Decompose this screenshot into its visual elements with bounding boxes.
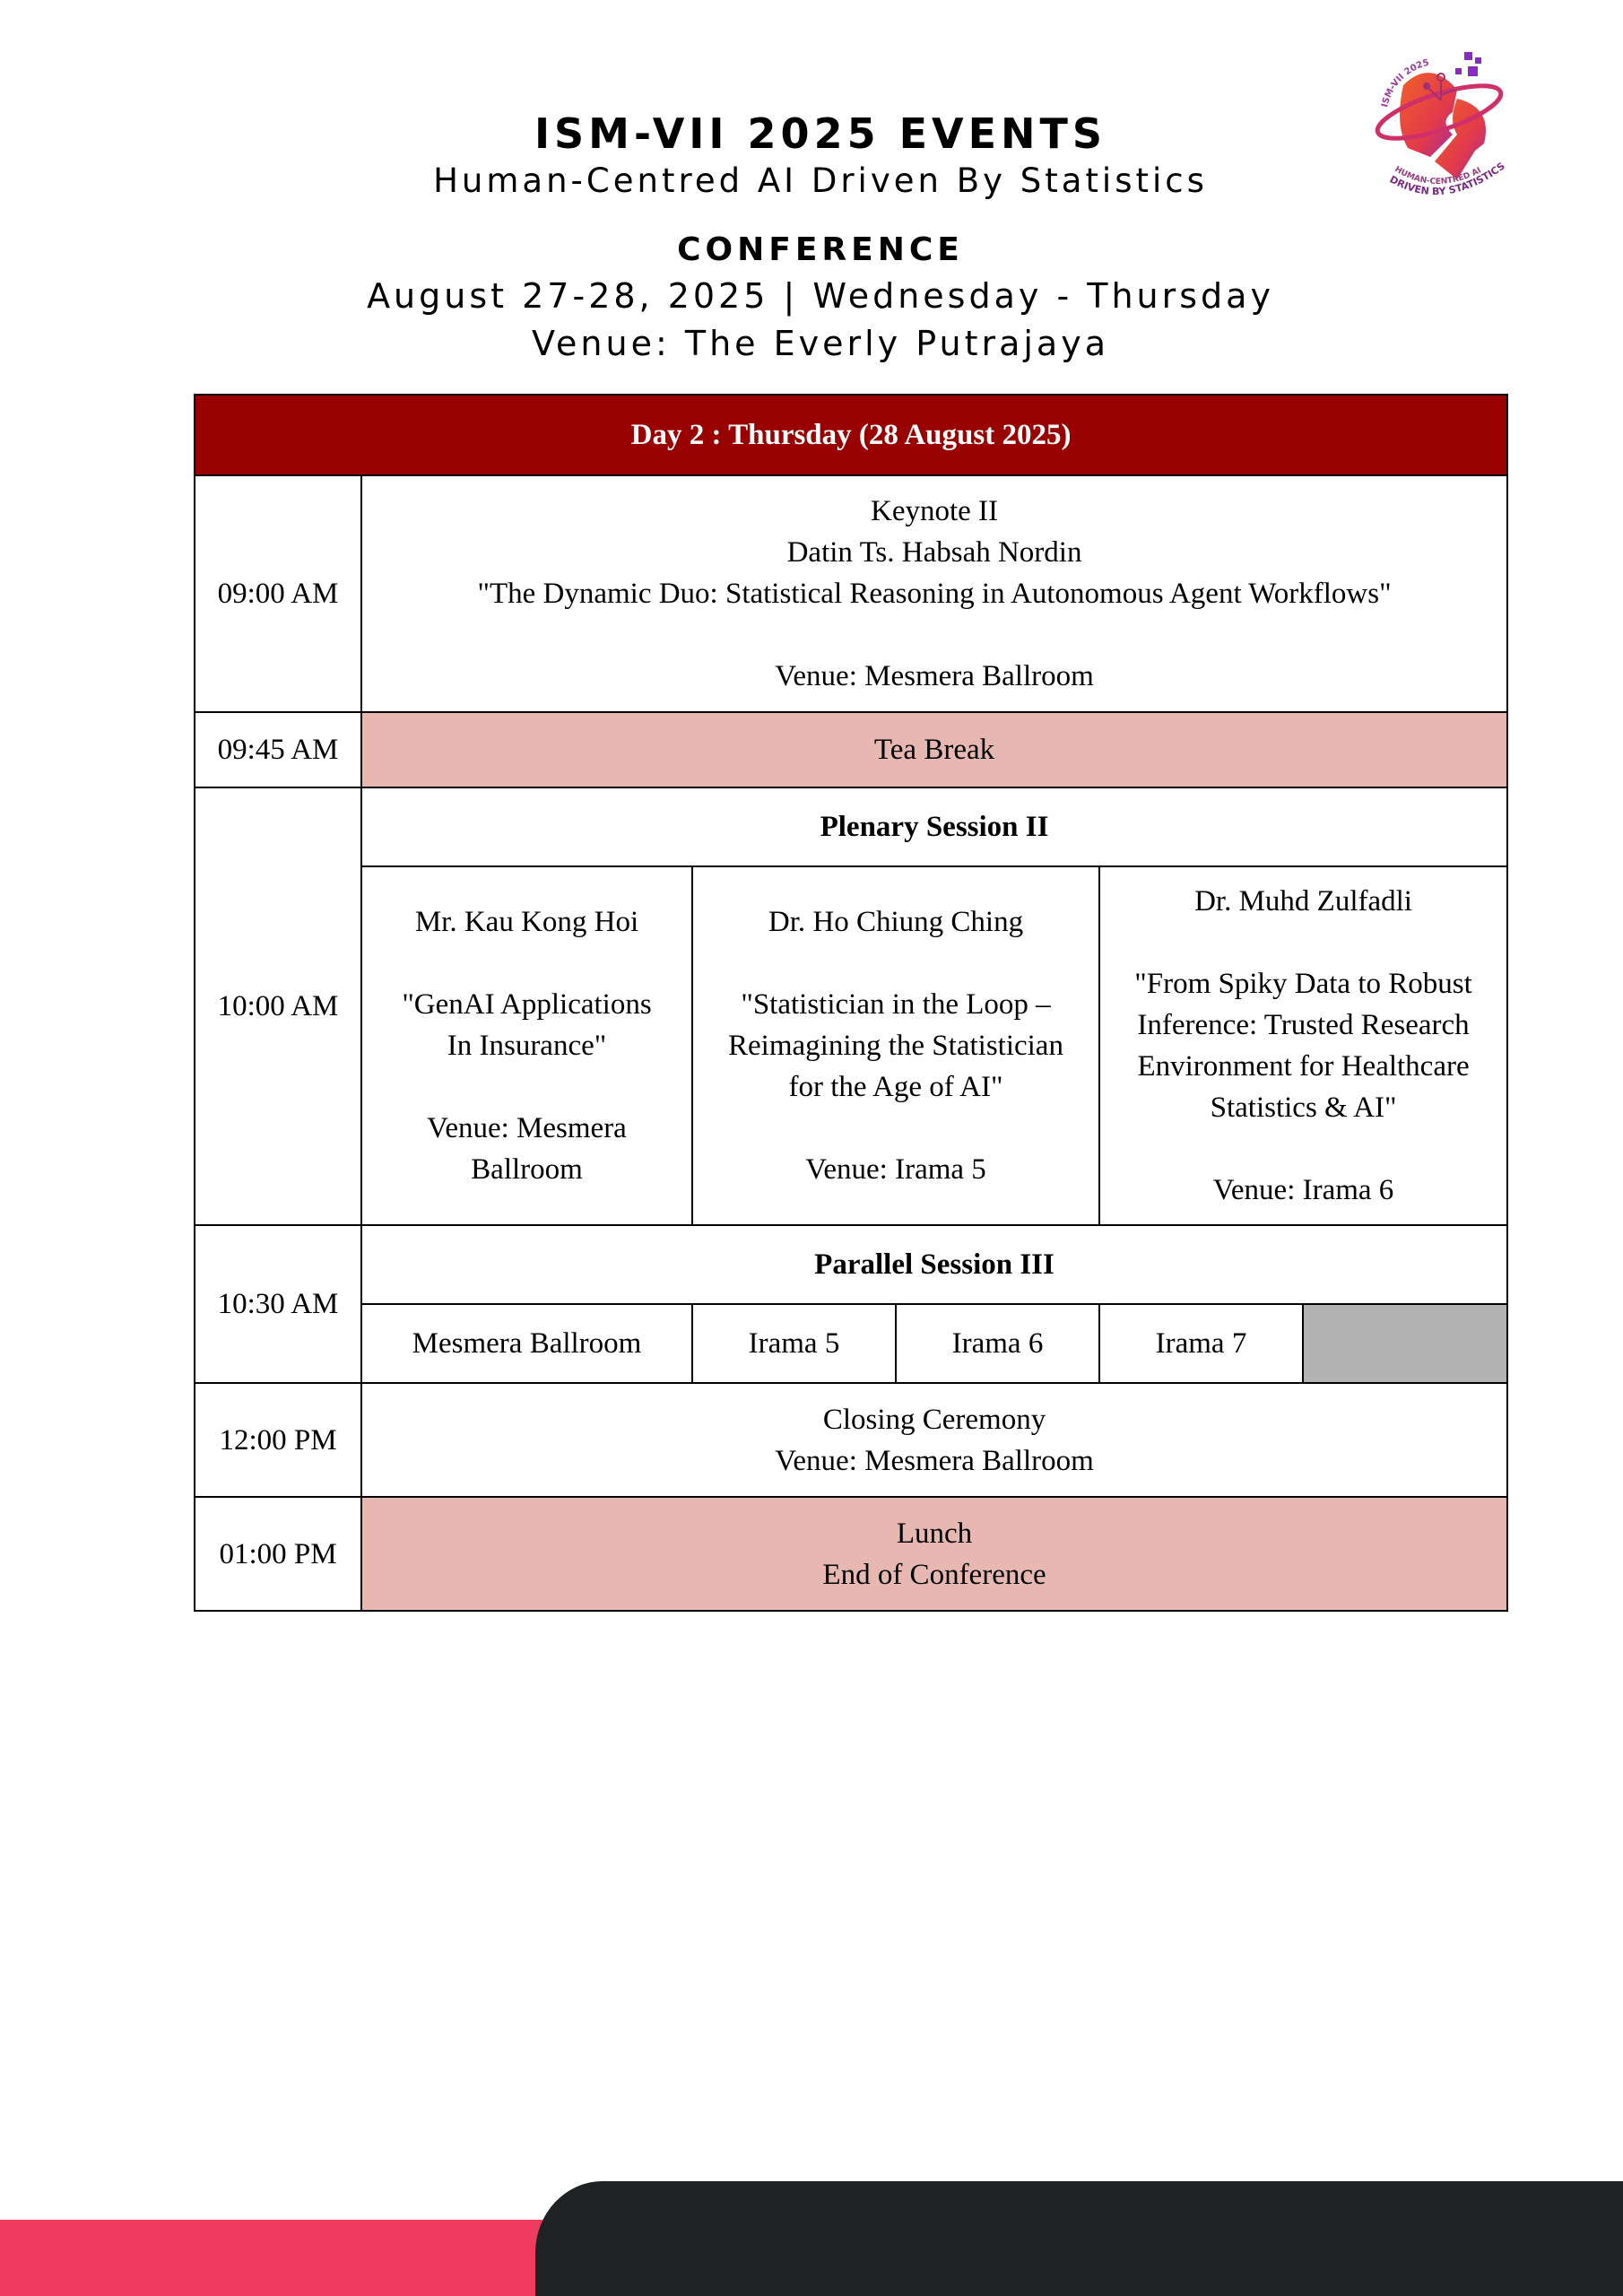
plenary-title: Plenary Session II [361,787,1507,866]
plenary-speaker-2: Dr. Ho Chiung Ching [768,906,1024,938]
parallel-room-empty [1303,1304,1507,1383]
plenary-speaker-3: Dr. Muhd Zulfadli [1194,885,1412,918]
plenary-title-1a: "GenAI Applications [402,988,652,1021]
logo-text-bottom-2: DRIVEN BY STATISTICS [1387,160,1507,198]
plenary-time: 10:00 AM [195,787,361,1225]
lunch-row [195,1497,1507,1611]
parallel-rooms-row [195,1304,1507,1383]
keynote-talk: "The Dynamic Duo: Statistical Reasoning in Autonomous Agent Workflows" [477,578,1392,610]
plenary-title-3c: Environment for Healthcare [1137,1050,1470,1083]
tea-break-label: Tea Break [361,712,1507,787]
parallel-title: Parallel Session III [361,1225,1507,1304]
plenary-speaker-1: Mr. Kau Kong Hoi [414,906,639,938]
plenary-title-3a: "From Spiky Data to Robust [1134,968,1472,1000]
plenary-talk-3 [1099,866,1507,1225]
keynote-cell [361,475,1507,712]
tea-break-row [195,712,1507,787]
schedule-table [194,394,1508,1612]
event-venue: Venue: The Everly Putrajaya [532,324,1109,363]
plenary-title-2a: "Statistician in the Loop – [741,988,1051,1021]
plenary-venue-2: Venue: Irama 5 [805,1153,986,1186]
closing-time: 12:00 PM [195,1383,361,1497]
lunch-time: 01:00 PM [195,1497,361,1611]
plenary-venue-1b: Ballroom [471,1153,583,1186]
parallel-time: 10:30 AM [195,1225,361,1383]
parallel-room-3: Irama 6 [896,1304,1099,1383]
keynote-venue: Venue: Mesmera Ballroom [775,660,1094,692]
ism-logo [1367,45,1511,202]
event-dates: August 27-28, 2025 | Wednesday - Thursday [367,276,1274,316]
parallel-room-4: Irama 7 [1099,1304,1303,1383]
event-type: CONFERENCE [677,231,964,268]
plenary-talk-2 [692,866,1099,1225]
keynote-row [195,475,1507,712]
plenary-talks-row [195,866,1507,1225]
footer-dark-band [535,2181,1623,2296]
closing-venue: Venue: Mesmera Ballroom [775,1444,1094,1477]
closing-cell [361,1383,1507,1497]
tea-break-time: 09:45 AM [195,712,361,787]
plenary-venue-1a: Venue: Mesmera [427,1112,627,1144]
logo-text-top: ISM-VII 2025 [1380,57,1430,109]
closing-row [195,1383,1507,1497]
plenary-venue-3: Venue: Irama 6 [1212,1174,1394,1206]
day-header-row [195,395,1507,475]
parallel-title-row [195,1225,1507,1304]
lunch-label: Lunch [896,1517,973,1550]
plenary-title-2b: Reimagining the Statistician [728,1030,1063,1062]
plenary-title-1b: In Insurance" [447,1030,607,1062]
keynote-speaker: Datin Ts. Habsah Nordin [786,536,1082,569]
event-title: ISM-VII 2025 EVENTS [534,109,1107,158]
lunch-note: End of Conference [822,1558,1046,1591]
plenary-title-2c: for the Age of AI" [788,1071,1003,1103]
parallel-room-2: Irama 5 [692,1304,896,1383]
lunch-cell [361,1497,1507,1611]
logo-text-bottom-1: HUMAN-CENTRED AI [1393,165,1483,187]
plenary-talk-1 [361,866,692,1225]
parallel-room-1: Mesmera Ballroom [361,1304,692,1383]
day-header: Day 2 : Thursday (28 August 2025) [195,395,1507,475]
footer-pink-band [0,2220,574,2296]
plenary-title-row [195,787,1507,866]
keynote-title: Keynote II [871,495,999,527]
event-subtitle: Human-Centred AI Driven By Statistics [433,161,1208,200]
keynote-time: 09:00 AM [195,475,361,712]
plenary-title-3b: Inference: Trusted Research [1137,1009,1470,1041]
plenary-title-3d: Statistics & AI" [1210,1091,1397,1124]
closing-title: Closing Ceremony [822,1403,1046,1436]
